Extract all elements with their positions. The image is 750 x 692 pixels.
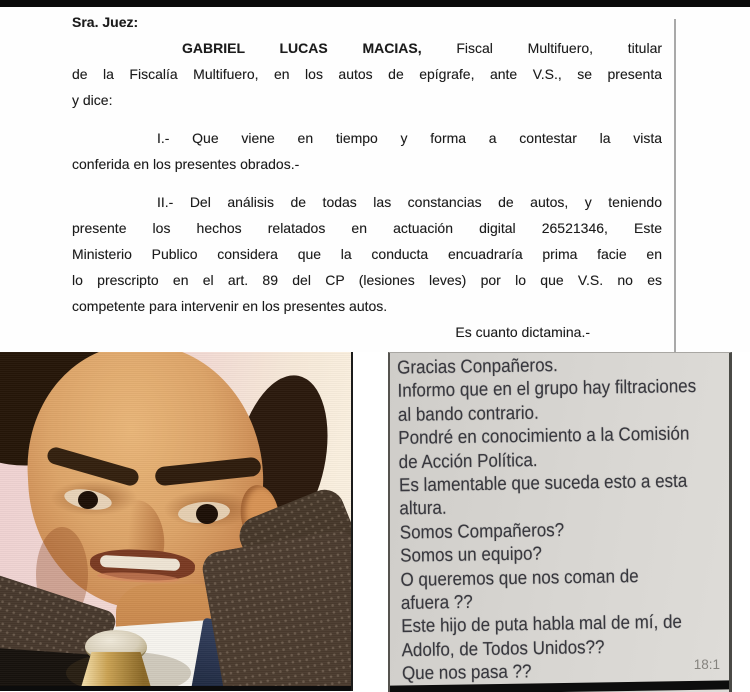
- chat-message-line: afuera ??: [400, 591, 473, 614]
- chat-message-line: altura.: [399, 497, 447, 520]
- chat-message-line: de Acción Política.: [398, 449, 538, 473]
- chat-message-line: O queremos que nos coman de: [400, 565, 639, 590]
- document-line: Ministerio Publico considera que la conducta encuadraría prima facie en: [72, 246, 662, 262]
- document-line: competente para intervenir en los presentes autos.: [72, 298, 388, 314]
- document-line: presente los hechos relatados en actuación digital 26521346, Este: [72, 220, 662, 236]
- chat-message-line: Gracias Conpañeros.: [397, 354, 558, 378]
- photo-bottom-border: [0, 686, 351, 691]
- photo-grain-overlay: [0, 352, 351, 691]
- paragraph-gap: [72, 113, 662, 125]
- document-line: de la Fiscalía Multifuero, en los autos de epígrafe, ante V.S., se presenta: [72, 66, 662, 82]
- document-line: y dice:: [72, 92, 113, 108]
- legal-document-scan: [0, 7, 750, 352]
- chat-message-line: Informo que en el grupo hay filtraciones: [397, 375, 697, 402]
- prosecutor-name: GABRIEL LUCAS MACIAS,: [182, 40, 422, 56]
- chat-message-text: [397, 352, 732, 686]
- document-closing: Es cuanto dictamina.-: [455, 324, 590, 340]
- chat-timestamp: 18:1: [693, 657, 720, 672]
- document-margin-rule: [674, 19, 676, 352]
- chat-message-line: Este hijo de puta habla mal de mí, de: [401, 611, 683, 637]
- document-salutation: Sra. Juez:: [72, 14, 139, 30]
- chat-message-line: Adolfo, de Todos Unidos??: [401, 636, 605, 661]
- chat-message-line: Somos un equipo?: [399, 543, 543, 567]
- portrait-photo: [0, 352, 353, 691]
- chat-message-line: Pondré en conocimiento a la Comisión: [398, 423, 690, 449]
- paragraph-gap: [72, 177, 662, 189]
- document-line: I.- Que viene en tiempo y forma a contestar la vista: [157, 130, 662, 146]
- chat-message-line: Que nos pasa ??: [401, 661, 532, 685]
- chat-message-line: Es lamentable que suceda esto a esta: [398, 470, 688, 496]
- document-line: [72, 35, 662, 61]
- document-line: lo prescripto en el art. 89 del CP (lesiones leves) por lo que V.S. no es: [72, 272, 662, 288]
- document-line: II.- Del análisis de todas las constancias de autos, y teniendo: [157, 194, 662, 210]
- document-text: [72, 9, 662, 345]
- scan-top-border: [0, 0, 750, 7]
- chat-message-line: Somos Compañeros?: [399, 519, 565, 543]
- document-line: conferida en los presentes obrados.-: [72, 156, 300, 172]
- chat-message-line: al bando contrario.: [397, 401, 539, 426]
- document-line-text: Fiscal Multifuero, titular: [456, 40, 662, 56]
- chat-screenshot: [388, 352, 732, 692]
